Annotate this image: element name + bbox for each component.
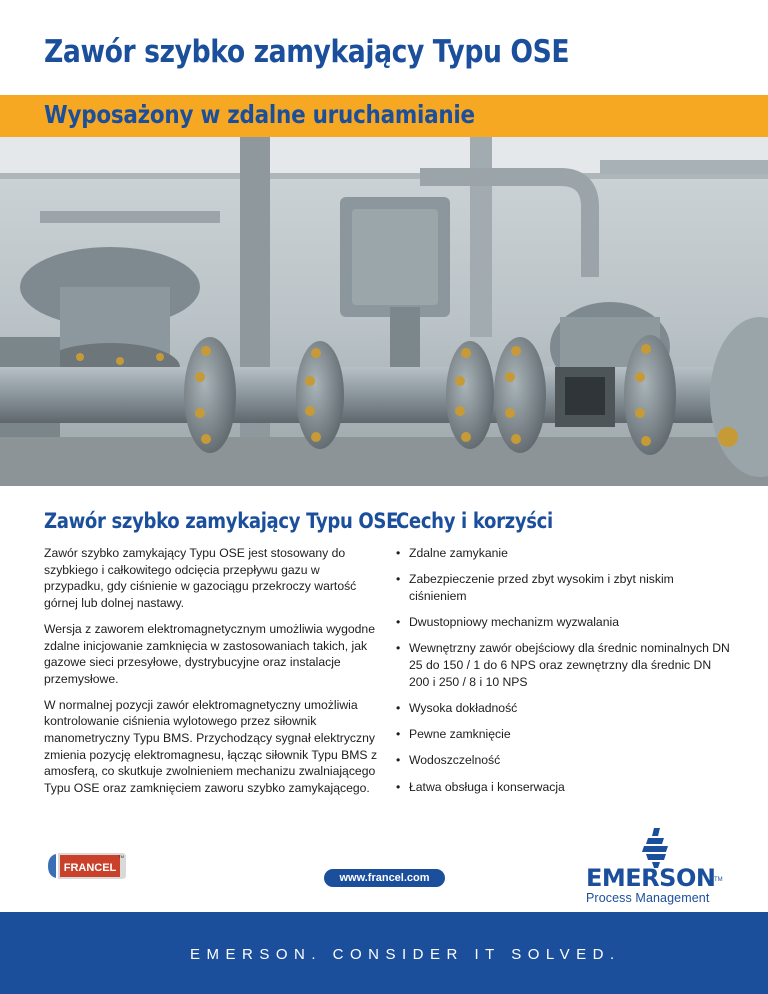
francel-logo <box>44 850 128 882</box>
website-link[interactable]: www.francel.com <box>324 869 445 887</box>
feature-item: • Zabezpieczenie przed zbyt wysokim i zbyt niskim ciśnieniem <box>396 571 731 604</box>
footer-tagline: EMERSON. CONSIDER IT SOLVED. <box>190 946 621 963</box>
feature-item: • Wysoka dokładność <box>396 700 731 717</box>
description-paragraph-2: Wersja z zaworem elektromagnetycznym umożliwia wygodne zdalne inicjowanie zamknięcia w zastosowaniach takich, jak gazowe sieci przesyłowe, dystrybucyjne oraz instalacje przemysłowe. <box>44 621 375 686</box>
emerson-wordmark: EMERSON <box>586 864 716 892</box>
feature-item: • Pewne zamknięcie <box>396 726 731 743</box>
page-subtitle: Wyposażony w zdalne uruchamianie <box>44 100 475 129</box>
page-title: Zawór szybko zamykający Typu OSE <box>44 34 570 70</box>
francel-logo-text: FRANCEL <box>63 862 117 874</box>
features-column <box>396 545 731 805</box>
description-paragraph-3: W normalnej pozycji zawór elektromagnetyczny umożliwia kontrolowanie ciśnienia wylotowego przez siłownik manometryczny Typu BMS. Przychodzący sygnał elektryczny zmienia pozycję elektromagnesu, łącząc siłownik Typu BMS z amosferą, co skutkuje zwolnieniem mechanizu zwalniającego Typu OSE oraz zamknięciem zaworu szybko zamykającego. <box>44 697 378 796</box>
feature-item: • Dwustopniowy mechanizm wyzwalania <box>396 614 731 631</box>
emerson-division: Process Management <box>586 891 710 905</box>
feature-item: • Łatwa obsługa i konserwacja <box>396 779 731 796</box>
left-column-heading: Zawór szybko zamykający Typu OSE <box>44 509 399 533</box>
description-paragraph-1: Zawór szybko zamykający Typu OSE jest stosowany do szybkiego i całkowitego odcięcia przepływu gazu w przypadku, gdy ciśnienie w gazociągu przekroczy wartość górnej lub dolnej nastawy. <box>44 546 357 611</box>
francel-tm: TM <box>118 854 124 859</box>
valve-installation-photo <box>0 137 768 486</box>
features-heading: Cechy i korzyści <box>396 509 553 533</box>
emerson-tm: TM <box>714 877 723 883</box>
description-column <box>44 545 380 806</box>
feature-item: • Wodoszczelność <box>396 752 731 769</box>
features-list <box>396 545 731 795</box>
feature-item: • Zdalne zamykanie <box>396 545 731 562</box>
feature-item: • Wewnętrzny zawór obejściowy dla średnic nominalnych DN 25 do 150 / 1 do 6 NPS oraz zewnętrzny dla średnic DN 200 i 250 / 8 i 10 NPS <box>396 640 731 690</box>
